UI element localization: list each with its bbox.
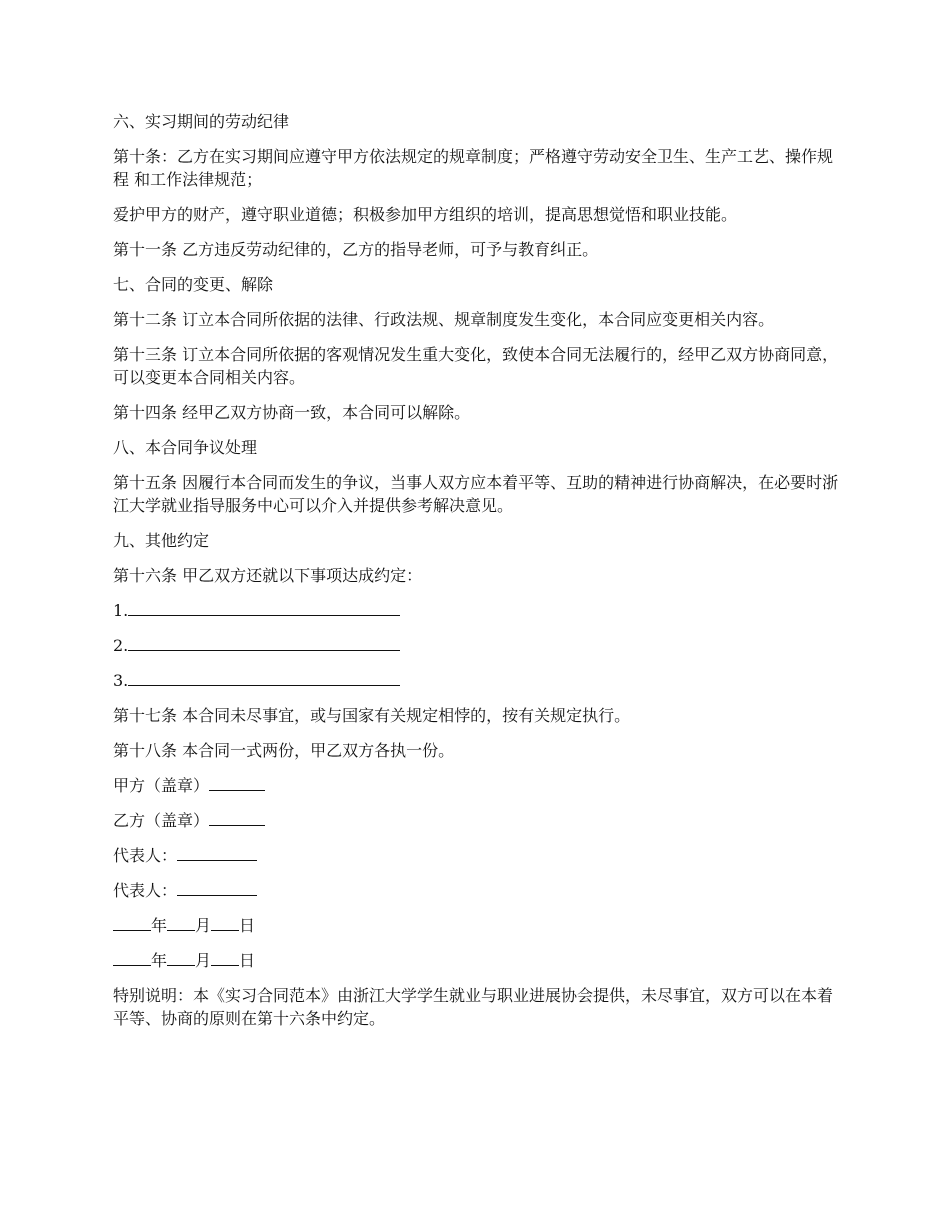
representative-blank[interactable] <box>177 844 257 861</box>
representative-label: 代表人： <box>113 846 178 865</box>
date-line-2 <box>113 949 840 972</box>
section-8-heading: 八、本合同争议处理 <box>113 438 258 457</box>
agreement-item-2 <box>113 634 840 657</box>
fill-in-blank[interactable] <box>128 634 400 651</box>
party-b-label: 乙方（盖章） <box>113 811 210 830</box>
article-17: 第十七条 本合同未尽事宜，或与国家有关规定相悖的，按有关规定执行。 <box>113 706 631 725</box>
section-7-heading: 七、合同的变更、解除 <box>113 275 274 294</box>
article-14: 第十四条 经甲乙双方协商一致，本合同可以解除。 <box>113 403 471 422</box>
year-label: 年 <box>151 951 168 970</box>
day-blank[interactable] <box>211 914 239 931</box>
article-11: 第十一条 乙方违反劳动纪律的，乙方的指导老师，可予与教育纠正。 <box>113 240 599 259</box>
representative-1 <box>113 844 840 867</box>
year-blank[interactable] <box>113 949 151 966</box>
year-label: 年 <box>151 916 168 935</box>
day-label: 日 <box>239 951 256 970</box>
party-a-blank[interactable] <box>209 774 265 791</box>
agreement-item-number: 2. <box>113 636 129 655</box>
agreement-item-number: 3. <box>113 671 129 690</box>
contract-page <box>113 110 840 1042</box>
fill-in-blank[interactable] <box>128 599 400 616</box>
party-b-seal <box>113 809 840 832</box>
agreement-item-number: 1. <box>113 601 129 620</box>
month-label: 月 <box>195 951 212 970</box>
month-blank[interactable] <box>167 949 195 966</box>
fill-in-blank[interactable] <box>128 669 400 686</box>
representative-label: 代表人： <box>113 881 178 900</box>
article-12: 第十二条 订立本合同所依据的法律、行政法规、规章制度发生变化，本合同应变更相关内容。 <box>113 310 775 329</box>
day-label: 日 <box>239 916 256 935</box>
date-line-1 <box>113 914 840 937</box>
day-blank[interactable] <box>211 949 239 966</box>
article-16: 第十六条 甲乙双方还就以下事项达成约定： <box>113 566 423 585</box>
party-a-label: 甲方（盖章） <box>113 776 210 795</box>
agreement-item-3 <box>113 669 840 692</box>
agreement-item-1 <box>113 599 840 622</box>
party-b-blank[interactable] <box>209 809 265 826</box>
article-13: 第十三条 订立本合同所依据的客观情况发生重大变化，致使本合同无法履行的，经甲乙双方协商同意，可以变更本合同相关内容。 <box>113 345 839 387</box>
article-10: 第十条：乙方在实习期间应遵守甲方依法规定的规章制度；严格遵守劳动安全卫生、生产工艺、操作规程 和工作法律规范； <box>113 147 834 189</box>
year-blank[interactable] <box>113 914 151 931</box>
representative-blank[interactable] <box>177 879 257 896</box>
month-label: 月 <box>195 916 212 935</box>
section-9-heading: 九、其他约定 <box>113 531 210 550</box>
section-6-heading: 六、实习期间的劳动纪律 <box>113 112 290 131</box>
representative-2 <box>113 879 840 902</box>
article-15: 第十五条 因履行本合同而发生的争议，当事人双方应本着平等、互助的精神进行协商解决，在必要时浙江大学就业指导服务中心可以介入并提供参考解决意见。 <box>113 473 839 515</box>
special-note: 特别说明：本《实习合同范本》由浙江大学学生就业与职业进展协会提供，未尽事宜，双方可以在本着平等、协商的原则在第十六条中约定。 <box>113 986 834 1028</box>
article-18: 第十八条 本合同一式两份，甲乙双方各执一份。 <box>113 741 455 760</box>
article-10-continued: 爱护甲方的财产，遵守职业道德；积极参加甲方组织的培训，提高思想觉悟和职业技能。 <box>113 205 738 224</box>
month-blank[interactable] <box>167 914 195 931</box>
party-a-seal <box>113 774 840 797</box>
